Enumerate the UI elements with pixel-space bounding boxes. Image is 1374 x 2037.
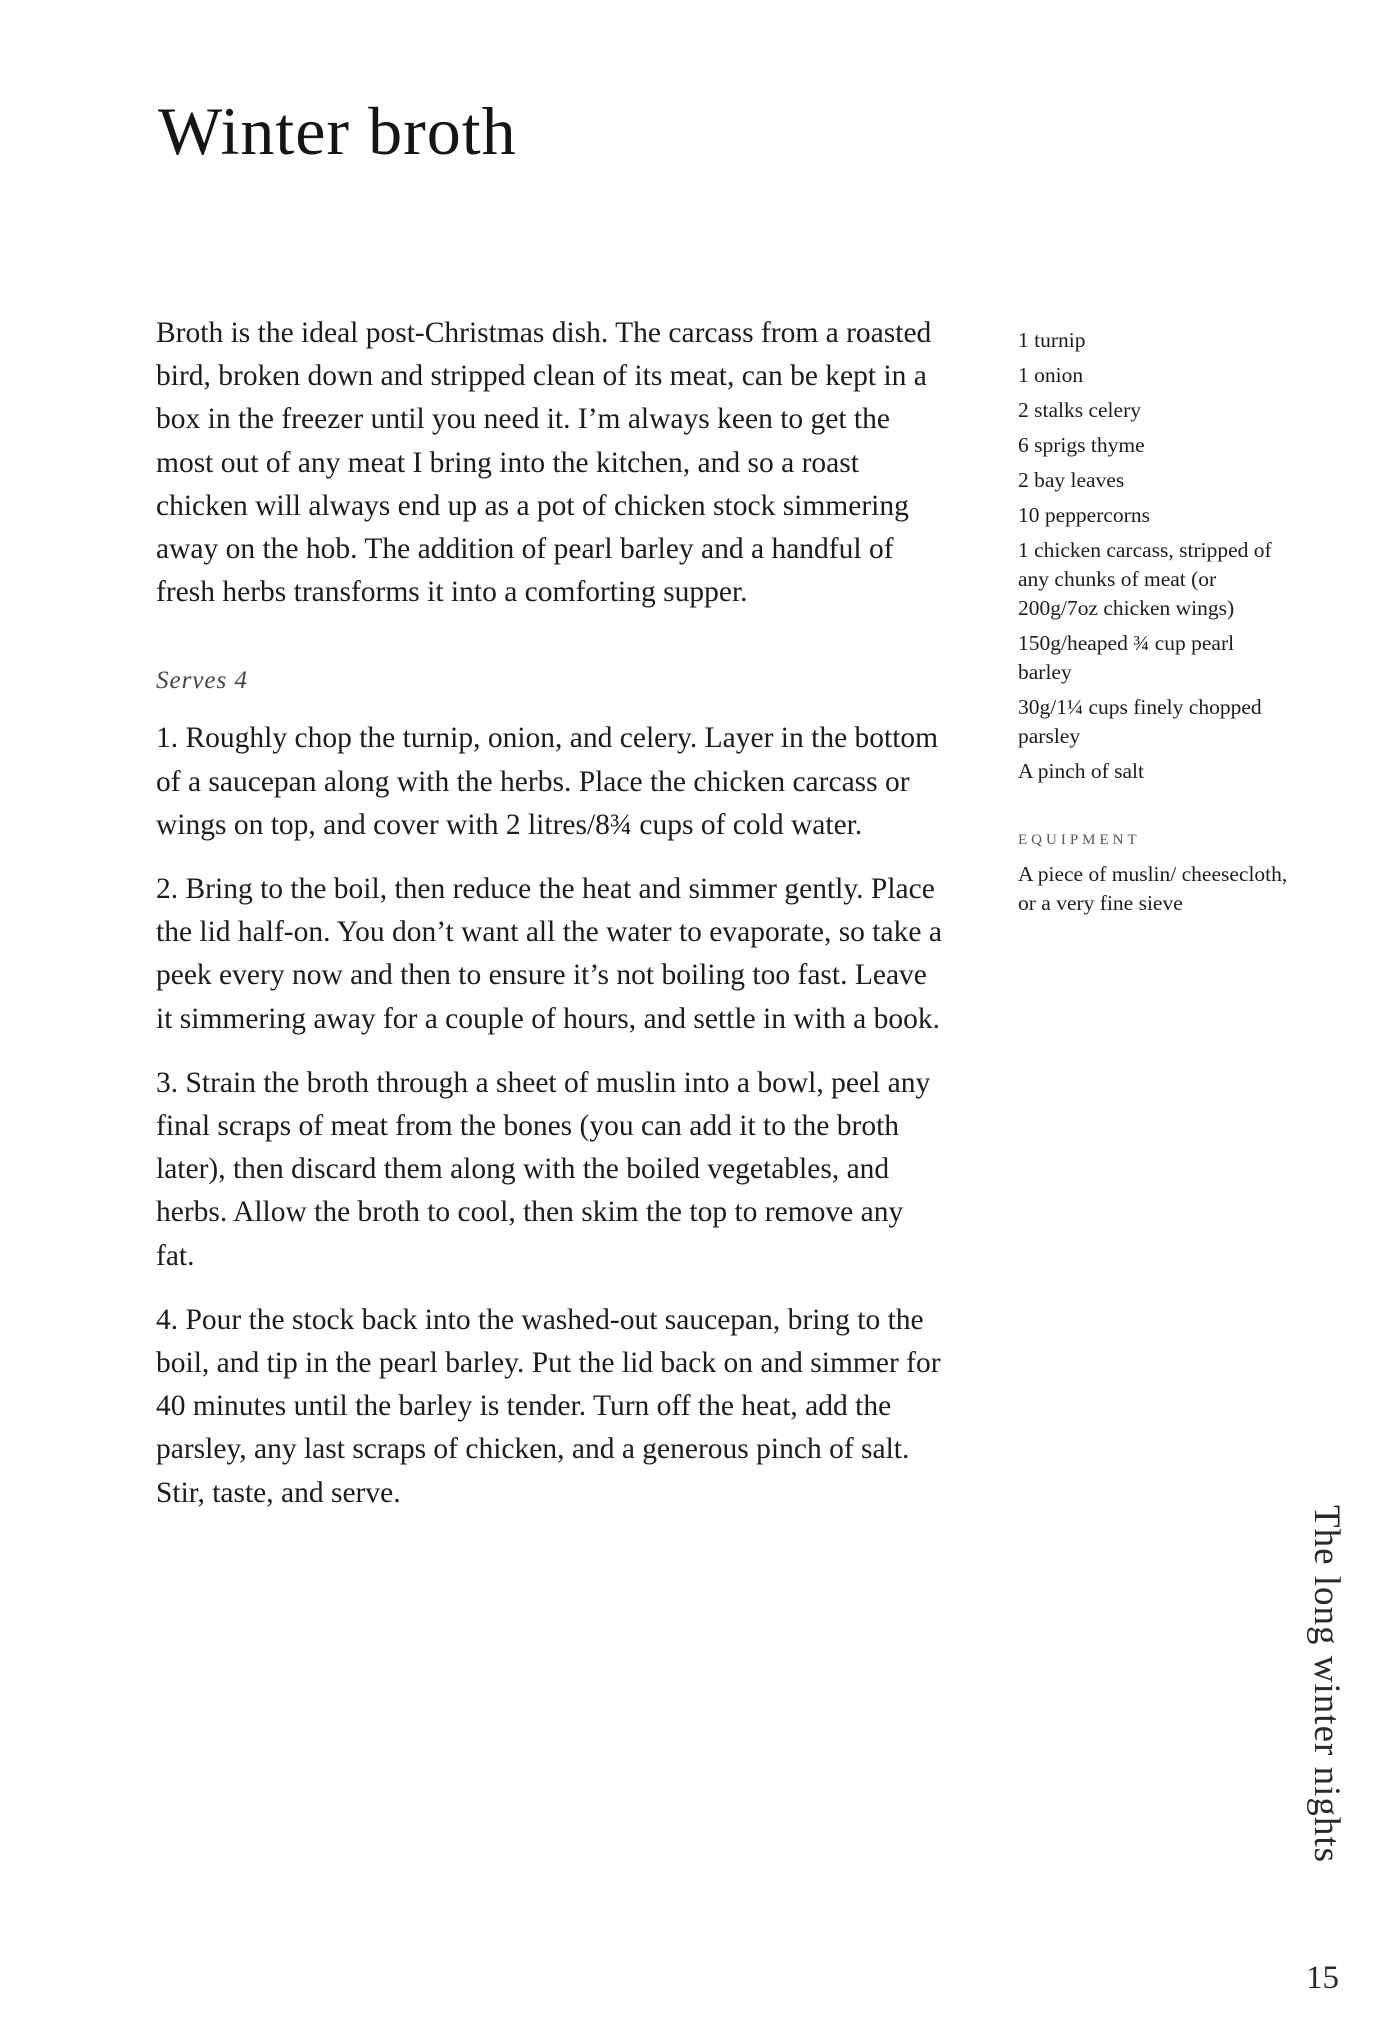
equipment-text: A piece of muslin/ cheesecloth, or a very fine sieve — [1018, 862, 1288, 915]
ingredient-item: 2 stalks celery — [1018, 398, 1141, 422]
method-step: 3. Strain the broth through a sheet of muslin into a bowl, peel any final scraps of meat from the bones (you can add it to the broth later), then discard them along with the boiled vegetables, and herbs. Allow the broth to cool, then skim the top to remove any fat. — [156, 1066, 931, 1272]
ingredients-sidebar — [1018, 326, 1288, 918]
ingredient-item: 1 turnip — [1018, 328, 1086, 352]
ingredient-item: 30g/1¼ cups finely chopped parsley — [1018, 695, 1262, 748]
page-number: 15 — [1306, 1960, 1339, 1996]
serves-label: Serves 4 — [156, 667, 248, 695]
ingredient-item: 150g/heaped ¾ cup pearl barley — [1018, 631, 1235, 684]
ingredient-item: 10 peppercorns — [1018, 503, 1150, 527]
recipe-title: Winter broth — [158, 93, 517, 169]
method-step: 2. Bring to the boil, then reduce the heat and simmer gently. Place the lid half-on. You don’t want all the water to evaporate, so take a peek every now and then to ensure it’s not boiling too fast. Leave it simmering away for a couple of hours, and settle in with a book. — [156, 873, 942, 1035]
ingredient-item: A pinch of salt — [1018, 759, 1144, 783]
ingredient-item: 2 bay leaves — [1018, 468, 1125, 492]
ingredient-item: 6 sprigs thyme — [1018, 433, 1145, 457]
method-step: 4. Pour the stock back into the washed-out saucepan, bring to the boil, and tip in the pearl barley. Put the lid back on and simmer for 40 minutes until the barley is tender. Turn off the heat, add the parsley, any last scraps of chicken, and a generous pinch of salt. Stir, taste, and serve. — [156, 1303, 941, 1509]
section-label: The long winter nights — [1306, 1505, 1347, 1864]
ingredient-item: 1 onion — [1018, 363, 1084, 387]
method-step: 1. Roughly chop the turnip, onion, and celery. Layer in the bottom of a saucepan along with the herbs. Place the chicken carcass or wings on top, and cover with 2 litres/8¾ cups of cold water. — [156, 722, 939, 841]
intro-paragraph: Broth is the ideal post-Christmas dish. The carcass from a roasted bird, broken down and stripped clean of its meat, can be kept in a box in the freezer until you need it. I’m always keen to get the most out of any meat I bring into the kitchen, and so a roast chicken will always end up as a pot of chicken stock simmering away on the hob. The addition of pearl barley and a handful of fresh herbs transforms it into a comforting supper. — [156, 317, 932, 609]
ingredient-item: 1 chicken carcass, stripped of any chunks of meat (or 200g/7oz chicken wings) — [1018, 538, 1272, 620]
ingredient-list — [1018, 326, 1288, 786]
equipment-heading: EQUIPMENT — [1018, 832, 1141, 848]
recipe-body — [156, 312, 946, 1536]
